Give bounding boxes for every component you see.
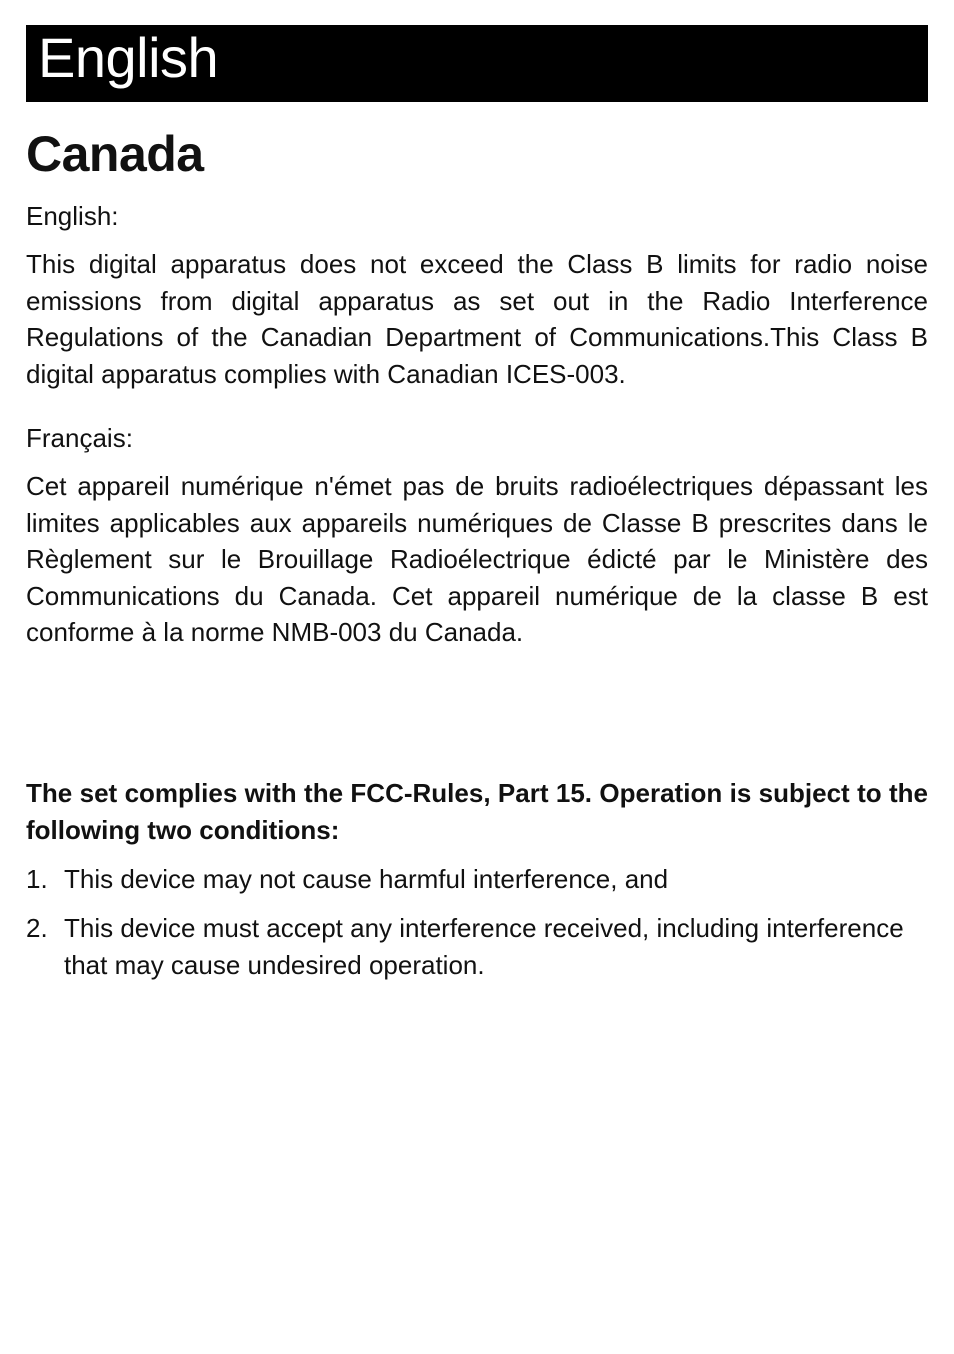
page-title: Canada: [26, 126, 204, 182]
french-heading: Français:: [26, 423, 133, 453]
english-paragraph: This digital apparatus does not exceed the Class B limits for radio noise emissions from digital apparatus as set out in the Radio Interference Regulations of the Canadian Department of Communications.This Class B digital apparatus complies with Canadian ICES-003.: [26, 249, 928, 389]
fcc-conditions-list: [26, 861, 928, 984]
list-item-text: This device may not cause harmful interference, and: [64, 863, 669, 894]
manual-page: [26, 25, 928, 996]
french-paragraph: Cet appareil numérique n'émet pas de bruits radioélectriques dépassant les limites applicables aux appareils numériques de Classe B prescrites dans le Règlement sur le Brouillage Radioélectrique édicté par le Ministère des Communications du Canada. Cet appareil numérique de la classe B est conforme à la norme NMB-003 du Canada.: [26, 471, 928, 647]
list-item: [26, 861, 928, 898]
english-heading: English:: [26, 201, 119, 231]
list-item: [26, 910, 928, 984]
list-item-number: 2.: [26, 912, 48, 943]
language-banner: English: [26, 25, 928, 102]
list-item-number: 1.: [26, 863, 48, 894]
list-item-text: This device must accept any interference received, including interference that may cause undesired operation.: [64, 912, 904, 980]
fcc-intro: The set complies with the FCC-Rules, Part 15. Operation is subject to the following two conditions:: [26, 777, 928, 845]
